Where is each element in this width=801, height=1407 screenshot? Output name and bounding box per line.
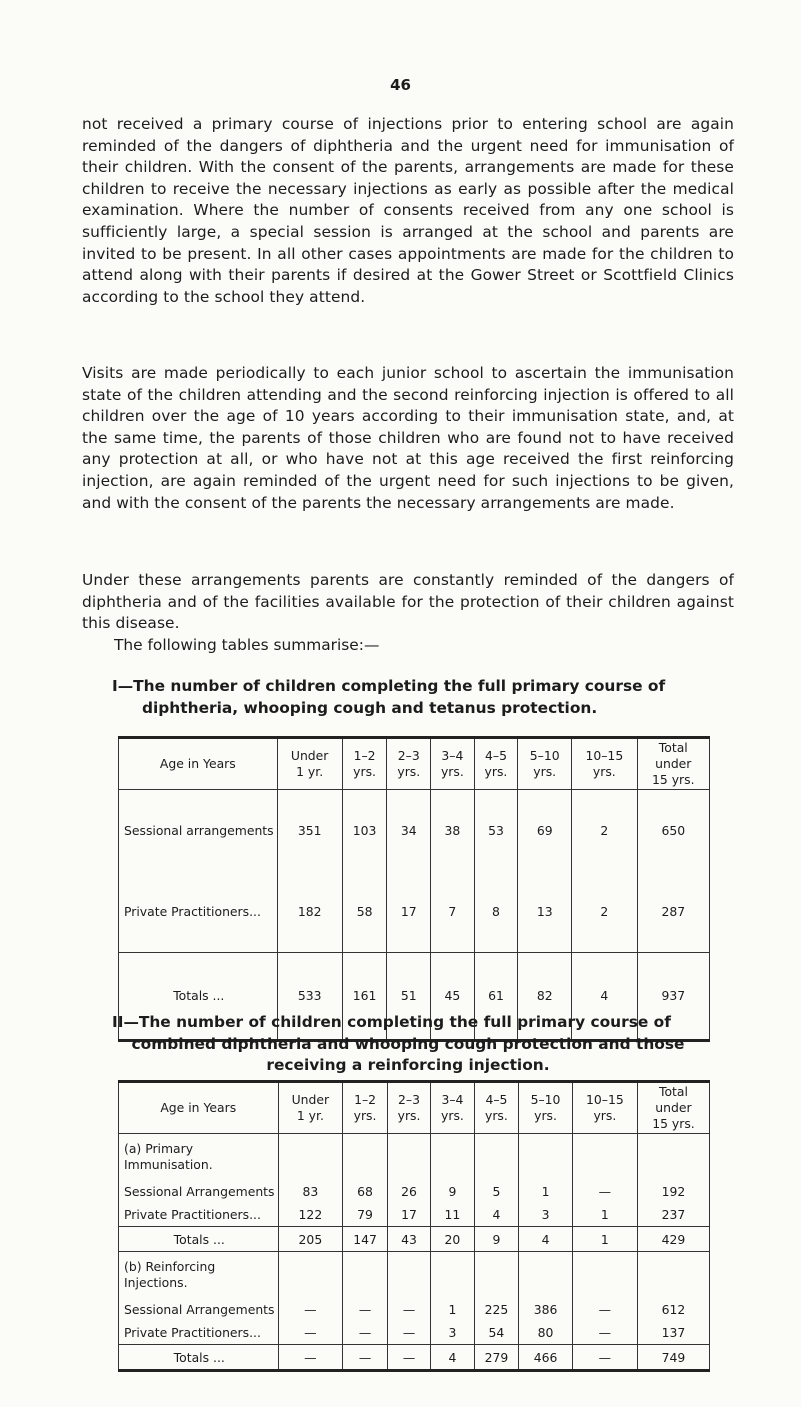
table-cell: 650 [637,790,709,871]
table-cell: 182 [277,871,342,952]
table-cell: 237 [637,1203,709,1227]
table-cell: 51 [387,952,431,1040]
table-cell: 1 [572,1203,637,1227]
table1-header-5-10: 5–10 yrs. [518,738,572,790]
group-heading-row [119,1134,710,1181]
table1-header-10-15: 10–15 yrs. [572,738,637,790]
table-row [119,1321,710,1345]
table2-header-3-4: 3–4 yrs. [431,1082,474,1134]
table-cell: 103 [342,790,387,871]
totals-label: Totals ... [119,1345,279,1371]
table2-caption-line2: combined diphtheria and whooping cough protection and those [131,1034,685,1053]
table-cell: 122 [278,1203,343,1227]
table-cell: — [572,1345,637,1371]
row-label: Private Practitioners... [119,1203,279,1227]
table-cell: 9 [474,1227,519,1251]
table-cell: — [278,1345,343,1371]
table1-header-age: Age in Years [119,738,278,790]
table2-header-age: Age in Years [119,1082,279,1134]
table-cell: 61 [474,952,518,1040]
table-row [119,790,710,871]
table-cell: — [343,1321,388,1345]
table-cell: 2 [572,871,637,952]
table1-header-4-5: 4–5 yrs. [474,738,518,790]
table-cell: 466 [519,1345,573,1371]
table-cell: 1 [519,1180,573,1203]
table1-header-1-2: 1–2 yrs. [342,738,387,790]
table-cell: 279 [474,1345,519,1371]
table2-header-under1: Under 1 yr. [278,1082,343,1134]
table-cell: 11 [431,1203,474,1227]
paragraph-2: Visits are made periodically to each junior school to ascertain the immunisation state of the children attending and the second reinforcing injection is offered to all children over the age of 10 years according to their immunisation state, and, at the same time, the parents of those children who are found not to have received any protection at all, or who have not at this age received the first reinforcing injection, are again reminded of the urgent need for such injections to be given, and with the consent of the parents the necessary arrangements are made. [82,364,734,512]
table-cell: 82 [518,952,572,1040]
table-cell: 386 [519,1298,573,1321]
table-cell: 225 [474,1298,519,1321]
table-cell: 2 [572,790,637,871]
table-cell: 3 [519,1203,573,1227]
table-cell: 137 [637,1321,709,1345]
table2 [118,1080,710,1372]
table-cell: — [343,1345,388,1371]
table-totals-row [119,1227,710,1251]
table2-caption-line1: II—The number of children completing the full primary course of [112,1013,671,1031]
row-label: Sessional Arrangements [119,1298,279,1321]
table-cell: — [387,1345,430,1371]
table-cell: 937 [637,952,709,1040]
page-number: 46 [390,76,411,94]
table-cell: 205 [278,1227,343,1251]
table-cell: — [387,1298,430,1321]
table-cell: 83 [278,1180,343,1203]
table-cell: 69 [518,790,572,871]
table-cell: 351 [277,790,342,871]
row-label: Sessional arrangements [119,790,278,871]
table2-header-row [119,1082,710,1134]
group-heading-row [119,1251,710,1298]
table-cell: 192 [637,1180,709,1203]
table-cell: 3 [431,1321,474,1345]
table-cell: — [572,1180,637,1203]
table2-caption-line3: receiving a reinforcing injection. [266,1056,550,1075]
table1-header-under1: Under 1 yr. [277,738,342,790]
table1-caption [82,676,734,719]
table-row [119,1203,710,1227]
table-totals-row [119,1345,710,1371]
table-row [119,1180,710,1203]
table-row [119,871,710,952]
table-row [119,1298,710,1321]
table-cell: — [572,1298,637,1321]
table-cell: 5 [474,1180,519,1203]
table-cell: 13 [518,871,572,952]
row-label: Sessional Arrangements [119,1180,279,1203]
table1-header-row [119,738,710,790]
tables-intro: The following tables summarise:— [114,636,380,654]
table2-header-10-15: 10–15 yrs. [572,1082,637,1134]
table-cell: 1 [572,1227,637,1251]
row-label: Private Practitioners... [119,871,278,952]
totals-label: Totals ... [119,1227,279,1251]
table2-header-4-5: 4–5 yrs. [474,1082,519,1134]
table-cell: 4 [572,952,637,1040]
table-cell: 612 [637,1298,709,1321]
group-b-title: (b) Reinforcing Injections. [119,1251,279,1298]
table-cell: 4 [519,1227,573,1251]
table1-header-3-4: 3–4 yrs. [431,738,475,790]
table-cell: 80 [519,1321,573,1345]
table-cell: 79 [343,1203,388,1227]
table-cell: 58 [342,871,387,952]
table1-header-total: Total under 15 yrs. [637,738,709,790]
table1-caption-line1: I—The number of children completing the full primary course of [112,677,666,695]
table-cell: 147 [343,1227,388,1251]
table-cell: 53 [474,790,518,871]
table-cell: 749 [637,1345,709,1371]
table1-header-2-3: 2–3 yrs. [387,738,431,790]
table-cell: 161 [342,952,387,1040]
table-cell: 34 [387,790,431,871]
table1-caption-line2: diphtheria, whooping cough and tetanus protection. [142,698,598,717]
table-cell: — [572,1321,637,1345]
table2-header-1-2: 1–2 yrs. [343,1082,388,1134]
table-cell: — [387,1321,430,1345]
table-cell: 1 [431,1298,474,1321]
table2-header-total: Total under 15 yrs. [637,1082,709,1134]
table-cell: 26 [387,1180,430,1203]
table-cell: — [278,1321,343,1345]
table-cell: 429 [637,1227,709,1251]
table-cell: 20 [431,1227,474,1251]
table-cell: 7 [431,871,475,952]
paragraph-1: not received a primary course of injections prior to entering school are again reminded of the dangers of diphtheria and the urgent need for immunisation of their children. With the consent of the parents, arrangements are made for these children to receive the necessary injections as early as possible after the medical examination. Where the number of consents received from any one school is sufficiently large, a special session is arranged at the school and parents are invited to be present. In all other cases appointments are made for the children to attend along with their parents if desired at the Gower Street or Scottfield Clinics according to the school they attend. [82,115,734,306]
table-cell: 287 [637,871,709,952]
table2-header-2-3: 2–3 yrs. [387,1082,430,1134]
table2-header-5-10: 5–10 yrs. [519,1082,573,1134]
table-cell: 54 [474,1321,519,1345]
table-cell: 4 [431,1345,474,1371]
table-cell: 4 [474,1203,519,1227]
totals-label: Totals ... [119,952,278,1040]
table-cell: 17 [387,871,431,952]
table-cell: 38 [431,790,475,871]
table2-caption [82,1012,734,1077]
row-label: Private Practitioners... [119,1321,279,1345]
table-cell: 9 [431,1180,474,1203]
group-a-title: (a) Primary Immunisation. [119,1134,279,1181]
table-cell: 45 [431,952,475,1040]
table-cell: 533 [277,952,342,1040]
table-cell: — [278,1298,343,1321]
table-cell: 17 [387,1203,430,1227]
table-cell: 8 [474,871,518,952]
table-cell: 68 [343,1180,388,1203]
paragraph-3: Under these arrangements parents are constantly reminded of the dangers of diphtheria and of the facilities available for the protection of their children against this disease. [82,571,734,633]
table-cell: 43 [387,1227,430,1251]
table1 [118,736,710,1042]
table-cell: — [343,1298,388,1321]
